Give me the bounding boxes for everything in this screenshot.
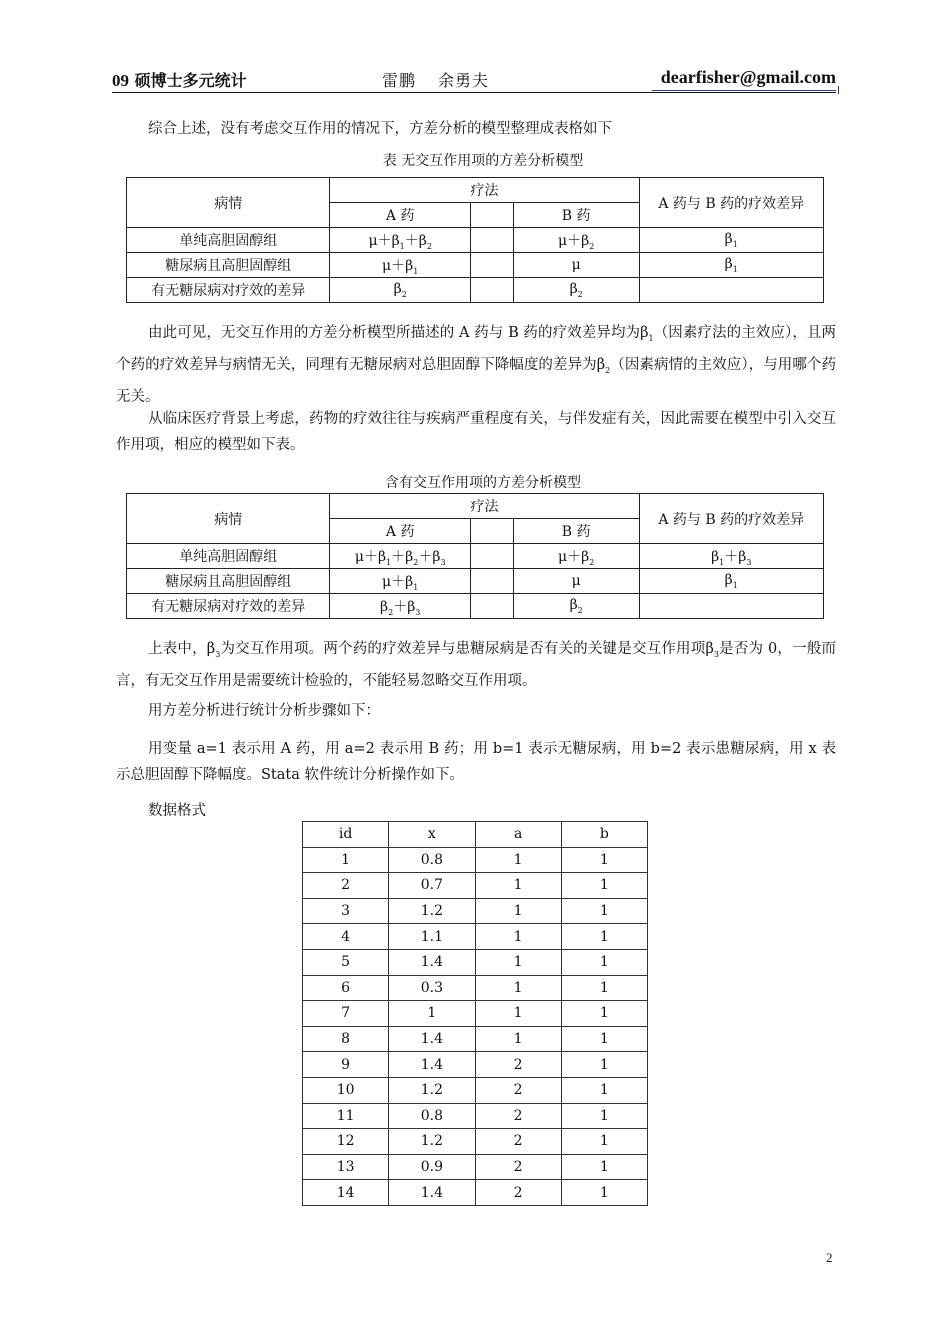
data-table <box>302 821 648 1206</box>
header-condition: 病情 <box>127 494 330 544</box>
paragraph-main-effects: 由此可见，无交互作用的方差分析模型所描述的 A 药与 B 药的疗效差异均为$\beta_1$（因素疗法的主效应），且两个药的疗效差异与病情无关，同理有无糖尿病对总胆固醇下降幅度的差异为$\beta_2$（因素病情的主效应），与用哪个药无关。 <box>116 325 837 405</box>
paragraph-intro: 综合上述，没有考虑交互作用的情况下，方差分析的模型整理成表格如下 <box>148 121 612 137</box>
table-row: 10 1.2 2 1 <box>303 1077 648 1103</box>
table-row: 14 1.4 2 1 <box>303 1180 648 1206</box>
page-header <box>112 66 836 92</box>
authors: 雷鹏 余勇夫 <box>382 71 490 90</box>
formula-cell: $\beta_1+\beta_3$ <box>639 544 824 569</box>
email-link[interactable]: dearfisher@gmail.com <box>660 67 836 87</box>
formula-cell: $\beta_1$ <box>639 228 824 253</box>
table-row: 3 1.2 1 1 <box>303 898 648 924</box>
header-condition: 病情 <box>127 178 330 228</box>
formula-cell: $\beta_2$ <box>513 278 639 303</box>
table-row: 2 0.7 1 1 <box>303 873 648 899</box>
paragraph-data-format: 数据格式 <box>148 803 206 819</box>
table-row: 8 1.4 1 1 <box>303 1026 648 1052</box>
header-diff: A 药与 B 药的疗效差异 <box>639 494 824 544</box>
table-header-row: id x a b <box>303 822 648 848</box>
header-drug-a: A 药 <box>330 203 471 228</box>
formula-cell: $\mu+\beta_1+\beta_2$ <box>330 228 471 253</box>
table-row: 6 0.3 1 1 <box>303 975 648 1001</box>
formula-cell: $\beta_1$ <box>639 569 824 594</box>
course-title: 09 硕博士多元统计 <box>112 71 247 90</box>
formula-cell: μ <box>513 253 639 278</box>
formula-cell: $\beta_2$ <box>330 278 471 303</box>
page-number: 2 <box>826 1250 833 1265</box>
formula-cell: μ <box>513 569 639 594</box>
table-row: 9 1.4 2 1 <box>303 1052 648 1078</box>
header-diff: A 药与 B 药的疗效差异 <box>639 178 824 228</box>
formula-cell: $\mu+\beta_1+\beta_2+\beta_3$ <box>330 544 471 569</box>
table-with-interaction <box>126 493 824 619</box>
table-row: 5 1.4 1 1 <box>303 949 648 975</box>
formula-cell: $\beta_2$ <box>513 594 639 619</box>
paragraph-steps: 用方差分析进行统计分析步骤如下： <box>148 703 380 719</box>
table-row: 11 0.8 2 1 <box>303 1103 648 1129</box>
table-row: 糖尿病且高胆固醇组 $\mu+\beta_1$ μ $\beta_1$ <box>127 569 824 594</box>
table-row: 13 0.9 2 1 <box>303 1154 648 1180</box>
header-therapy: 疗法 <box>330 178 639 203</box>
paragraph-interaction: 上表中，$\beta_3$为交互作用项。两个药的疗效差异与患糖尿病是否有关的关键是交互作用项$\beta_3$是否为 0，一般而言，有无交互作用是需要统计检验的，不能轻易忽略交互作用项。 <box>116 641 837 689</box>
header-drug-b: B 药 <box>513 519 639 544</box>
header-therapy: 疗法 <box>330 494 639 519</box>
table2-caption: 含有交互作用项的方差分析模型 <box>385 475 581 491</box>
table-row: 4 1.1 1 1 <box>303 924 648 950</box>
table-row: 糖尿病且高胆固醇组 $\mu+\beta_1$ μ $\beta_1$ <box>127 253 824 278</box>
table-row: 有无糖尿病对疗效的差异 $\beta_2$ $\beta_2$ <box>127 278 824 303</box>
text-cursor-mark <box>838 86 839 94</box>
table-row: 12 1.2 2 1 <box>303 1129 648 1155</box>
formula-cell: $\mu+\beta_2$ <box>513 228 639 253</box>
header-drug-a: A 药 <box>330 519 471 544</box>
email-link-underline <box>652 90 836 91</box>
formula-cell: $\beta_1$ <box>639 253 824 278</box>
paragraph-variables: 用变量 a=1 表示用 A 药，用 a=2 表示用 B 药；用 b=1 表示无糖尿病，用 b=2 表示患糖尿病，用 x 表示总胆固醇下降幅度。Stata 软件统计分析操作如下。 <box>116 741 836 783</box>
table1-caption: 表 无交互作用项的方差分析模型 <box>382 153 584 169</box>
empty-cell <box>471 203 514 228</box>
empty-cell <box>471 519 514 544</box>
table-row: 有无糖尿病对疗效的差异 $\beta_2+\beta_3$ $\beta_2$ <box>127 594 824 619</box>
formula-cell: $\mu+\beta_1$ <box>330 569 471 594</box>
header-divider <box>112 92 836 93</box>
table-row: 单纯高胆固醇组 $\mu+\beta_1+\beta_2$ $\mu+\beta_2$ $\beta_1$ <box>127 228 824 253</box>
table-no-interaction <box>126 177 824 303</box>
formula-cell: $\mu+\beta_2$ <box>513 544 639 569</box>
paragraph-clinical: 从临床医疗背景上考虑，药物的疗效往往与疾病严重程度有关，与伴发症有关，因此需要在模型中引入交互作用项，相应的模型如下表。 <box>116 411 836 453</box>
formula-cell: $\beta_2+\beta_3$ <box>330 594 471 619</box>
header-drug-b: B 药 <box>513 203 639 228</box>
table-row: 7 1 1 1 <box>303 1001 648 1027</box>
table-row: 单纯高胆固醇组 $\mu+\beta_1+\beta_2+\beta_3$ $\mu+\beta_2$ $\beta_1+\beta_3$ <box>127 544 824 569</box>
table-row: 1 0.8 1 1 <box>303 847 648 873</box>
formula-cell: $\mu+\beta_1$ <box>330 253 471 278</box>
